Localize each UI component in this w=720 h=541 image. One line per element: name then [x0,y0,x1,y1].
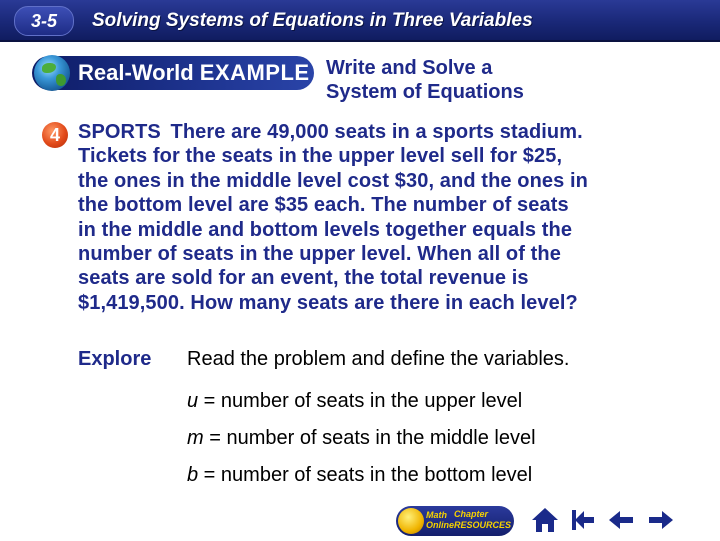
next-slide-icon[interactable] [646,505,676,535]
banner-example: EXAMPLE [199,60,310,85]
variable-definition: = number of seats in the bottom level [198,464,533,486]
problem-line: in the middle and bottom levels together equals the [78,218,573,241]
banner-label [78,56,310,90]
problem-line: the bottom level are $35 each. The number of seats [78,194,569,217]
globe-icon [34,55,70,91]
example-heading-line: System of Equations [326,81,524,103]
lesson-number-badge: 3-5 [14,6,74,36]
problem-statement [78,120,693,315]
problem-line [78,120,693,144]
previous-slide-icon[interactable] [606,505,636,535]
problem-line: Tickets for the seats in the upper level sell for $25, [78,145,563,168]
problem-line: the ones in the middle level cost $30, and the ones in [78,169,588,192]
math-online-icon[interactable] [398,508,424,534]
variable-definition-u [187,388,522,414]
variable-definition: = number of seats in the middle level [203,427,536,449]
variable-definition-m [187,425,536,451]
banner-real-world: Real-World [78,60,194,85]
problem-line: $1,419,500. How many seats are there in each level? [78,291,578,314]
chapter-resources-button[interactable]: Chapter RESOURCES [454,509,512,530]
problem-text: There are 49,000 seats in a sports stadium. [170,121,583,143]
home-icon[interactable] [530,505,560,535]
variable-definition: = number of seats in the upper level [198,390,523,412]
problem-topic: SPORTS [78,121,161,143]
variable-symbol: m [187,427,204,449]
first-slide-icon[interactable] [568,505,598,535]
variable-symbol: u [187,390,199,412]
lesson-title: Solving Systems of Equations in Three Variables [92,10,533,31]
explore-text: Read the problem and define the variables. [187,348,570,370]
header-bar [0,0,720,42]
math-online-button[interactable]: Math Online [426,510,455,530]
explore-label: Explore [78,348,152,370]
variable-definition-b [187,462,532,488]
example-heading-line: Write and Solve a [326,57,493,79]
example-heading [326,56,626,104]
globe-land-shape [56,74,66,86]
variable-symbol: b [187,464,199,486]
example-number-badge: 4 [42,122,68,148]
problem-line: seats are sold for an event, the total revenue is [78,267,529,290]
problem-line: number of seats in the upper level. When all of the [78,243,561,266]
